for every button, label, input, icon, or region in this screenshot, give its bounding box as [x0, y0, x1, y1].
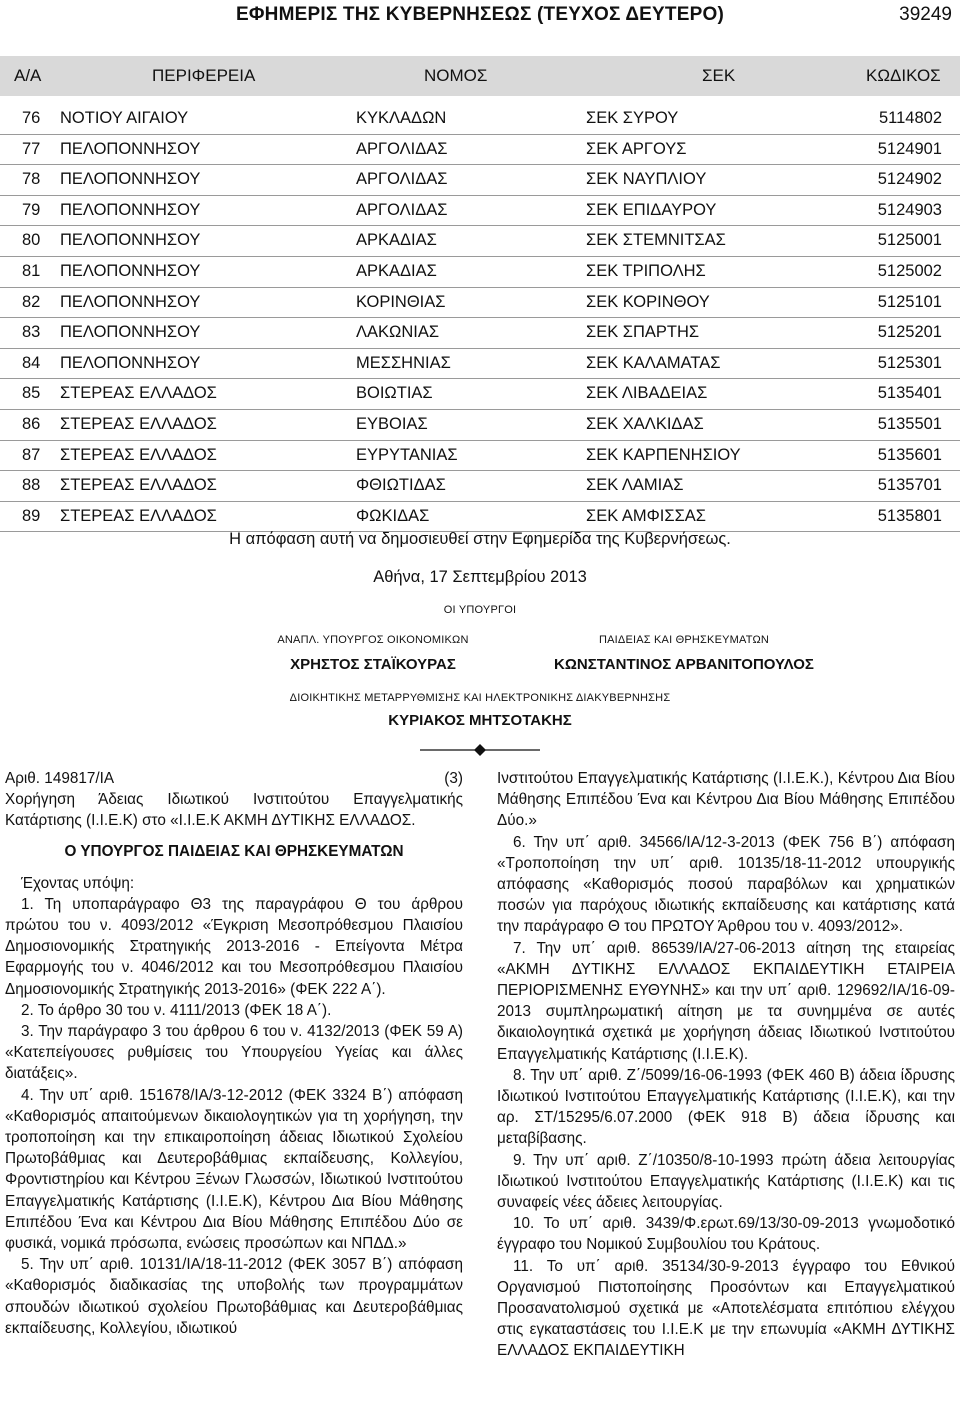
code-cell: 5125301 — [877, 353, 942, 372]
having-regard: Έχοντας υπόψη: — [21, 874, 135, 892]
ministers-label: ΟΙ ΥΠΟΥΡΓΟΙ — [443, 604, 517, 616]
right-paragraphs — [497, 768, 955, 1362]
separator-ornament — [420, 744, 540, 756]
minister-heading: Ο ΥΠΟΥΡΓΟΣ ΠΑΙΔΕΙΑΣ ΚΑΙ ΘΡΗΣΚΕΥΜΑΤΩΝ — [64, 843, 404, 861]
code-cell: 5124902 — [877, 170, 942, 189]
table-body — [0, 104, 960, 532]
signature-title: ΑΝΑΠΛ. ΥΠΟΥΡΓΟΣ ΟΙΚΟΝΟΜΙΚΩΝ — [277, 634, 469, 646]
signature-block-education — [488, 634, 880, 673]
row-number: 78 — [22, 170, 41, 189]
row-number: 77 — [22, 139, 41, 158]
region-cell: ΣΤΕΡΕΑΣ ΕΛΛΑΔΟΣ — [60, 506, 217, 525]
row-number: 76 — [22, 109, 41, 127]
body-paragraph: 2. Το άρθρο 30 του ν. 4111/2013 (ΦΕΚ 18 Α΄). — [21, 1001, 332, 1019]
row-number: 84 — [22, 353, 41, 372]
region-cell: ΠΕΛΟΠΟΝΝΗΣΟΥ — [60, 231, 201, 250]
signing-date: Αθήνα, 17 Σεπτεμβρίου 2013 — [373, 568, 587, 586]
gazette-title: ΕΦΗΜΕΡΙΣ ΤΗΣ ΚΥΒΕΡΝΗΣΕΩΣ (ΤΕΥΧΟΣ ΔΕΥΤΕΡΟ) — [236, 4, 724, 25]
prefecture-cell: ΑΡΓΟΛΙΔΑΣ — [356, 139, 448, 158]
region-cell: ΠΕΛΟΠΟΝΝΗΣΟΥ — [60, 353, 201, 372]
left-paragraphs — [5, 894, 463, 1339]
body-paragraph: 4. Την υπ΄ αριθ. 151678/ΙΑ/3-12-2012 (ΦΕΚ 3324 Β΄) απόφαση «Καθορισμός απαιτούμενων δικαιολογητικών για τη χορήγηση, την τροποποίηση και την επικαιροποίηση άδειας Ιδιωτικού Σχολείου Πρωτοβάθμιας και Δευτεροβάθμιας εκπαίδευσης, Κολλεγίου, Φροντιστηρίου και Κέντρου Ξένων Γλωσσών, Ιδιωτικού Ινστιτούτου Επαγγελματικής Κατάρτισης (Ι.Ι.Ε.Κ), Κέντρου Δια Βίου Μάθησης Επιπέδου Ένα και Κέντρου Δια Βίου Μάθησης Επιπέδου Δύο σε φυσικά, νομικά πρόσωπα, ενώσεις προσώπων και ΝΠΔΔ.» — [5, 1086, 463, 1253]
code-cell: 5114802 — [878, 109, 942, 127]
row-number: 88 — [22, 476, 41, 495]
table-row — [0, 471, 960, 502]
region-cell: ΠΕΛΟΠΟΝΝΗΣΟΥ — [60, 323, 201, 342]
publication-order: Η απόφαση αυτή να δημοσιευθεί στην Εφημερίδα της Κυβερνήσεως. — [229, 530, 731, 548]
code-cell: 5125001 — [877, 231, 942, 250]
col-header-region: ΠΕΡΙΦΕΡΕΙΑ — [152, 66, 256, 85]
row-number: 83 — [22, 323, 41, 342]
prefecture-cell: ΕΥΒΟΙΑΣ — [356, 414, 428, 433]
signature-name: ΚΩΝΣΤΑΝΤΙΝΟΣ ΑΡΒΑΝΙΤΟΠΟΥΛΟΣ — [554, 656, 814, 673]
signature-name: ΧΡΗΣΤΟΣ ΣΤΑΪΚΟΥΡΑΣ — [290, 656, 456, 673]
row-number: 87 — [22, 445, 41, 464]
table-row — [0, 257, 960, 288]
sek-cell: ΣΕΚ ΚΟΡΙΝΘΟΥ — [586, 292, 710, 311]
code-cell: 5125201 — [877, 323, 942, 342]
left-column — [5, 768, 463, 1339]
table-row — [0, 226, 960, 257]
prefecture-cell: ΕΥΡΥΤΑΝΙΑΣ — [356, 445, 458, 464]
region-cell: ΣΤΕΡΕΑΣ ΕΛΛΑΔΟΣ — [60, 476, 217, 495]
table-row — [0, 410, 960, 441]
body-paragraph: 5. Την υπ΄ αριθ. 10131/ΙΑ/18-11-2012 (ΦΕΚ 3057 Β΄) απόφαση «Καθορισμός διαδικασίας της υποβολής των προγραμμάτων σπουδών ιδιωτικού σχολείου Πρωτοβάθμιας και Δευτεροβάθμιας εκπαίδευσης, Κολλεγίου, ιδιωτικού — [5, 1256, 463, 1337]
sek-cell: ΣΕΚ ΝΑΥΠΛΙΟΥ — [586, 170, 707, 189]
prefecture-cell: ΦΘΙΩΤΙΔΑΣ — [356, 476, 446, 495]
row-number: 85 — [22, 384, 41, 403]
code-cell: 5135801 — [877, 506, 942, 525]
sek-cell: ΣΕΚ ΚΑΡΠΕΝΗΣΙΟΥ — [586, 445, 741, 464]
prefecture-cell: ΑΡΚΑΔΙΑΣ — [356, 261, 437, 280]
col-header-code: ΚΩΔΙΚΟΣ — [866, 66, 941, 85]
code-cell: 5135601 — [877, 445, 942, 464]
decision-heading — [5, 768, 463, 789]
sek-cell: ΣΕΚ ΣΥΡΟΥ — [586, 109, 679, 127]
body-paragraph: 10. Το υπ΄ αριθ. 3439/Φ.ερωτ.69/13/30-09-2013 γνωμοδοτικό έγγραφο του Νομικού Συμβουλίου του Κράτους. — [497, 1215, 955, 1254]
body-paragraph: Ινστιτούτου Επαγγελματικής Κατάρτισης (Ι.Ι.Ε.Κ.), Κέντρου Δια Βίου Μάθησης Επιπέδου Ένα και Κέντρου Δια Βίου Μάθησης Επιπέδου Δύο.» — [497, 770, 955, 830]
region-cell: ΠΕΛΟΠΟΝΝΗΣΟΥ — [60, 261, 201, 280]
decision-subject: Χορήγηση Άδειας Ιδιωτικού Ινστιτούτου Επαγγελματικής Κατάρτισης (Ι.Ι.Ε.Κ) στο «Ι.Ι.Ε.Κ ΑΚΜΗ ΔΥΤΙΚΗΣ ΕΛΛΑΔΟΣ. — [5, 791, 463, 830]
region-cell: ΣΤΕΡΕΑΣ ΕΛΛΑΔΟΣ — [60, 384, 217, 403]
right-column — [497, 768, 955, 1362]
sek-cell: ΣΕΚ ΧΑΛΚΙΔΑΣ — [586, 414, 704, 433]
sek-cell: ΣΕΚ ΚΑΛΑΜΑΤΑΣ — [586, 353, 721, 372]
prefecture-cell: ΜΕΣΣΗΝΙΑΣ — [356, 353, 451, 372]
table-row — [0, 288, 960, 319]
code-cell: 5125002 — [877, 261, 942, 280]
row-number: 82 — [22, 292, 41, 311]
prefecture-cell: ΦΩΚΙΔΑΣ — [356, 506, 430, 525]
region-cell: ΠΕΛΟΠΟΝΝΗΣΟΥ — [60, 139, 201, 158]
row-number: 86 — [22, 414, 41, 433]
region-cell: ΣΤΕΡΕΑΣ ΕΛΛΑΔΟΣ — [60, 445, 217, 464]
col-header-prefecture: ΝΟΜΟΣ — [424, 66, 488, 85]
sek-cell: ΣΕΚ ΑΡΓΟΥΣ — [586, 139, 687, 158]
sek-cell: ΣΕΚ ΛΙΒΑΔΕΙΑΣ — [586, 384, 708, 403]
table-row — [0, 135, 960, 166]
prefecture-cell: ΛΑΚΩΝΙΑΣ — [356, 323, 440, 342]
row-number: 89 — [22, 506, 41, 525]
region-cell: ΣΤΕΡΕΑΣ ΕΛΛΑΔΟΣ — [60, 414, 217, 433]
table-row — [0, 104, 960, 135]
col-header-aa: Α/Α — [14, 66, 42, 85]
decision-reference: Αριθ. 149817/ΙΑ — [5, 770, 115, 787]
sek-cell: ΣΕΚ ΣΤΕΜΝΙΤΣΑΣ — [586, 231, 726, 250]
code-cell: 5125101 — [877, 292, 942, 311]
row-number: 80 — [22, 231, 41, 250]
table-row — [0, 502, 960, 533]
signature-title: ΠΑΙΔΕΙΑΣ ΚΑΙ ΘΡΗΣΚΕΥΜΑΤΩΝ — [598, 634, 770, 646]
code-cell: 5135501 — [877, 414, 942, 433]
region-cell: ΝΟΤΙΟΥ ΑΙΓΑΙΟΥ — [60, 109, 189, 127]
prefecture-cell: ΒΟΙΩΤΙΑΣ — [356, 384, 433, 403]
body-paragraph: 6. Την υπ΄ αριθ. 34566/ΙΑ/12-3-2013 (ΦΕΚ 756 Β΄) απόφαση «Τροποποίηση την υπ΄ αριθ. 10135/18-11-2012 υπουργικής απόφασης «Καθορισμός ποσού παραβόλων και χρηματικών ποσών για παρόχους ιδιωτικής εκπαίδευσης και κατάρτισης κατά την παράγραφο Θ του ΠΡΩΤΟΥ Άρθρου του ν. 4093/2012». — [497, 833, 955, 936]
prefecture-cell: ΑΡΚΑΔΙΑΣ — [356, 231, 437, 250]
page-header — [0, 0, 960, 34]
prefecture-cell: ΚΟΡΙΝΘΙΑΣ — [356, 292, 446, 311]
table-row — [0, 318, 960, 349]
code-cell: 5124901 — [877, 139, 942, 158]
row-number: 79 — [22, 200, 41, 219]
table-row — [0, 441, 960, 472]
code-cell: 5135701 — [877, 476, 942, 495]
region-cell: ΠΕΛΟΠΟΝΝΗΣΟΥ — [60, 170, 201, 189]
decision-number: (3) — [444, 770, 463, 787]
prefecture-cell: ΚΥΚΛΑΔΩΝ — [356, 109, 447, 127]
signature-block-finance — [268, 634, 478, 673]
table-row — [0, 196, 960, 227]
body-paragraph: 11. Το υπ΄ αριθ. 35134/30-9-2013 έγγραφο του Εθνικού Οργανισμού Πιστοποίησης Προσόντων και Επαγγελματικού Προσανατολισμού σχετικά με «Αποτελέσματα επιτόπιου ελέγχου στις εγκαταστάσεις του Ι.Ι.Ε.Κ με την επωνυμία «ΑΚΜΗ ΔΥΤΙΚΗΣ ΕΛΛΑΔΟΣ ΕΚΠΑΙΔΕΥΤΙΚΗ — [497, 1257, 955, 1360]
prefecture-cell: ΑΡΓΟΛΙΔΑΣ — [356, 170, 448, 189]
body-paragraph: 1. Τη υποπαράγραφο Θ3 της παραγράφου Θ του άρθρου πρώτου του ν. 4093/2012 «Έγκριση Μεσοπρόθεσμου Πλαισίου Δημοσιονομικής Στρατηγικής 2013-2016 - Επείγοντα Μέτρα Εφαρμογής του ν. 4046/2012 και του Μεσοπρόθεσμου Πλαισίου Δημοσιονομικής Στρατηγικής 2013-2016» (ΦΕΚ 222 Α΄). — [5, 895, 463, 998]
body-paragraph: 9. Την υπ΄ αριθ. Ζ΄/10350/8-10-1993 πρώτη άδεια λειτουργίας Ιδιωτικού Ινστιτούτου Επαγγελματικής Κατάρτισης (Ι.Ι.Ε.Κ) και τις συναφείς νέες άδειες λειτουργίας. — [497, 1151, 955, 1212]
signature-title-admin-reform: ΔΙΟΙΚΗΤΙΚΗΣ ΜΕΤΑΡΡΥΘΜΙΣΗΣ ΚΑΙ ΗΛΕΚΤΡΟΝΙΚΗΣ ΔΙΑΚΥΒΕΡΝΗΣΗΣ — [289, 692, 671, 704]
body-paragraph: 3. Την παράγραφο 3 του άρθρου 6 του ν. 4132/2013 (ΦΕΚ 59 Α) «Κατεπείγουσες ρυθμίσεις του Υπουργείου Υγείας και άλλες διατάξεις». — [5, 1023, 463, 1083]
row-number: 81 — [22, 261, 41, 280]
sek-cell: ΣΕΚ ΣΠΑΡΤΗΣ — [586, 323, 700, 342]
col-header-sek: ΣΕΚ — [702, 66, 736, 85]
sek-cell: ΣΕΚ ΕΠΙΔΑΥΡΟΥ — [586, 200, 717, 219]
region-cell: ΠΕΛΟΠΟΝΝΗΣΟΥ — [60, 200, 201, 219]
page-number: 39249 — [899, 4, 952, 25]
body-paragraph: 7. Την υπ΄ αριθ. 86539/ΙΑ/27-06-2013 αίτηση της εταιρείας «ΑΚΜΗ ΔΥΤΙΚΗΣ ΕΛΛΑΔΟΣ ΕΚΠΑΙΔΕΥΤΙΚΗ ΕΤΑΙΡΕΙΑ ΠΕΡΙΟΡΙΣΜΕΝΗΣ ΕΥΘΥΝΗΣ» και την υπ΄ αριθ. 129692/ΙΑ/16-09-2013 συμπληρωματική αίτηση με τα συνημμένα σε αυτές δικαιολογητικά σχετικά με χορήγηση άδειας Ιδιωτικού Ινστιτούτου Επαγγελματικής Κατάρτισης (Ι.Ι.Ε.Κ). — [497, 939, 955, 1063]
sek-cell: ΣΕΚ ΛΑΜΙΑΣ — [586, 476, 684, 495]
code-cell: 5124903 — [877, 200, 942, 219]
table-row — [0, 379, 960, 410]
table-row — [0, 165, 960, 196]
sek-cell: ΣΕΚ ΑΜΦΙΣΣΑΣ — [586, 506, 706, 525]
table-row — [0, 349, 960, 380]
region-cell: ΠΕΛΟΠΟΝΝΗΣΟΥ — [60, 292, 201, 311]
sek-cell: ΣΕΚ ΤΡΙΠΟΛΗΣ — [586, 261, 706, 280]
code-cell: 5135401 — [877, 384, 942, 403]
signature-name-admin-reform: ΚΥΡΙΑΚΟΣ ΜΗΤΣΟΤΑΚΗΣ — [388, 712, 572, 729]
body-paragraph: 8. Την υπ΄ αριθ. Ζ΄/5099/16-06-1993 (ΦΕΚ 460 Β) άδεια ίδρυσης Ιδιωτικού Ινστιτούτου Επαγγελματικής Κατάρτισης (Ι.Ι.Ε.Κ), και την αρ. ΣΤ/15295/6.07.2000 (ΦΕΚ 918 Β) άδεια ίδρυσης και μεταβίβασης. — [497, 1066, 955, 1148]
table-header — [0, 56, 960, 96]
prefecture-cell: ΑΡΓΟΛΙΔΑΣ — [356, 200, 448, 219]
